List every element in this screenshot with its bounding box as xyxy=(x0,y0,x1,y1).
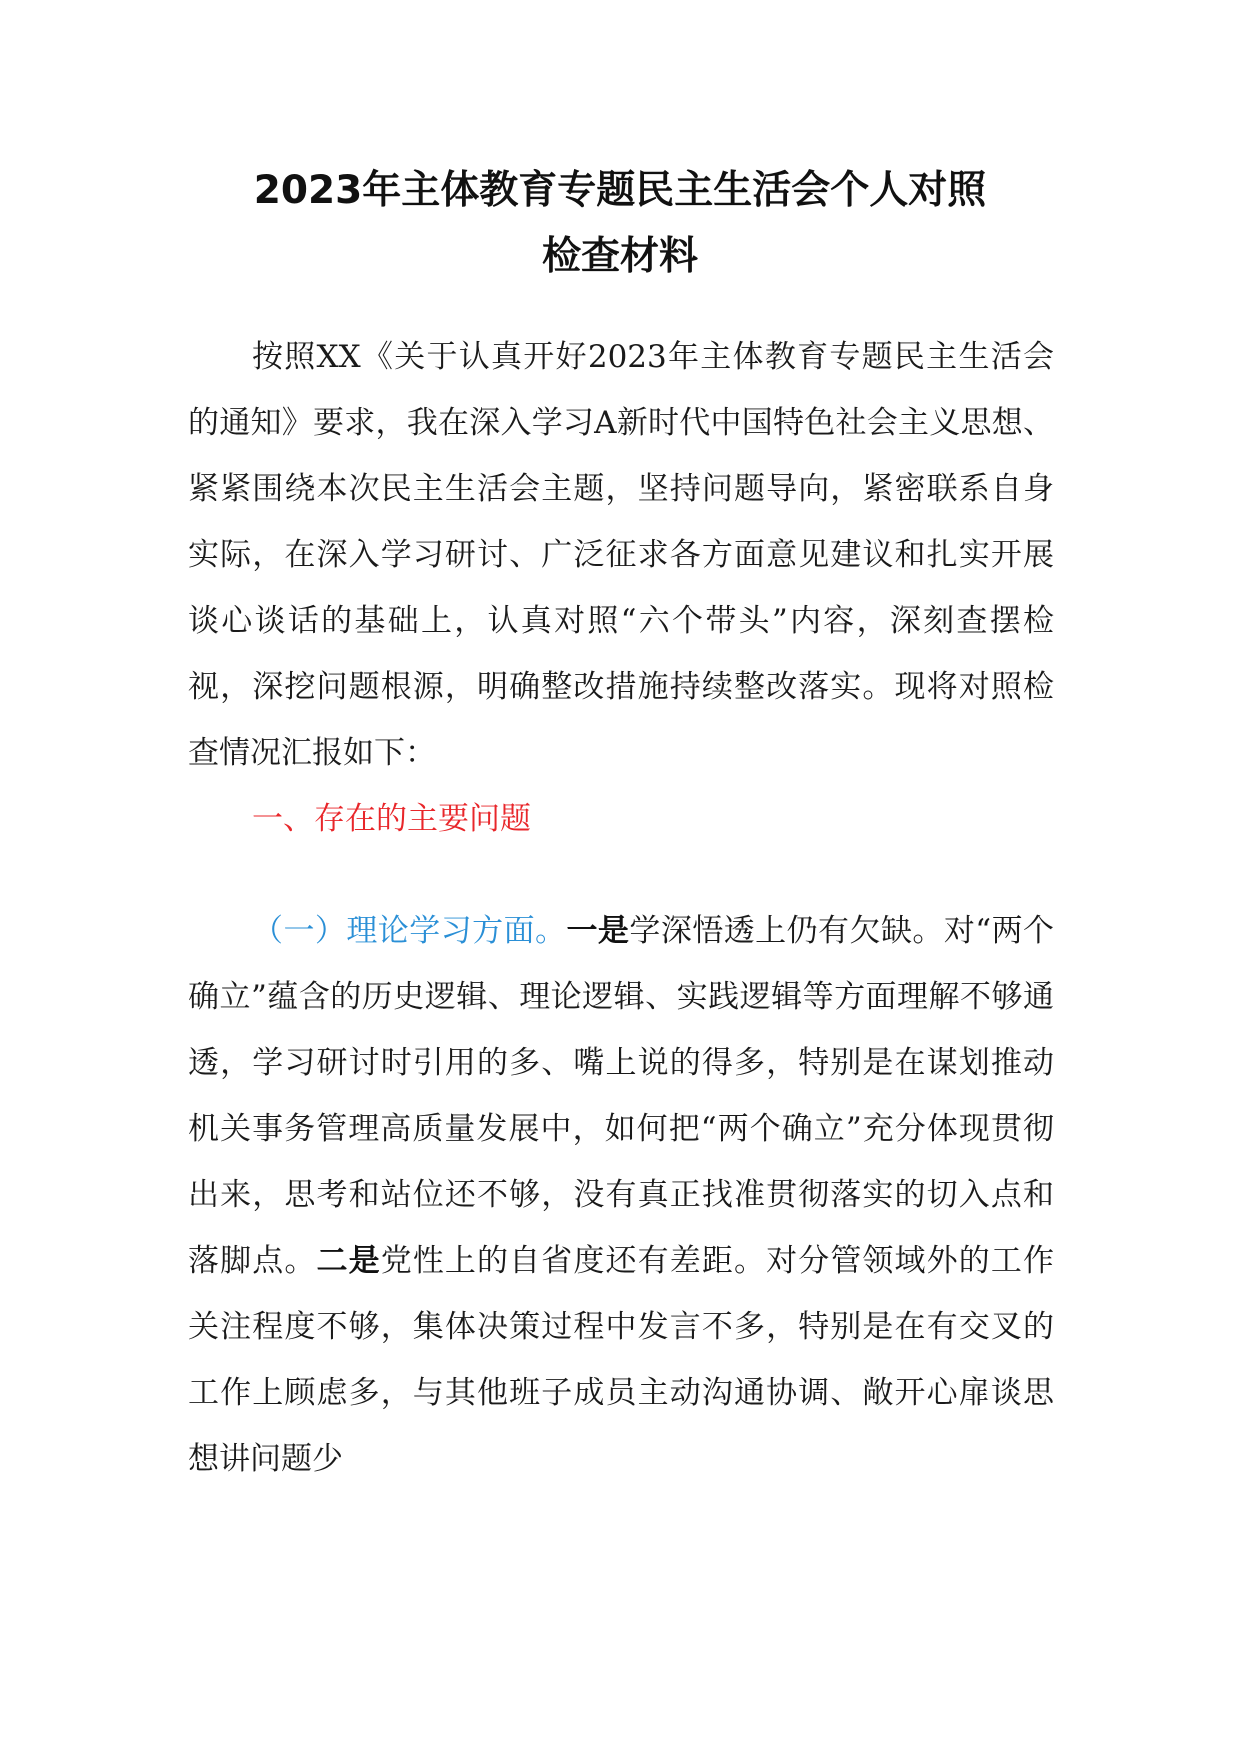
title-line-1: 2023年主体教育专题民主生活会个人对照 xyxy=(253,168,987,213)
point-2-lead: 二是 xyxy=(316,1243,381,1279)
theory-study-paragraph xyxy=(188,898,1054,1492)
point-1-lead: 一是 xyxy=(566,913,630,949)
point-1-text: 学深悟透上仍有欠缺。对“两个确立”蕴含的历史逻辑、理论逻辑、实践逻辑等方面理解不够通透，学习研讨时引用的多、嘴上说的得多，特别是在谋划推动机关事务管理高质量发展中，如何把“两个确立”充分体现贯彻出来，思考和站位还不够，没有真正找准贯彻落实的切入点和落脚点。 xyxy=(188,913,1055,1279)
point-2-text: 党性上的自省度还有差距。对分管领域外的工作关注程度不够，集体决策过程中发言不多，特别是在有交叉的工作上顾虑多，与其他班子成员主动沟通协调、敞开心扉谈思想讲问题少 xyxy=(188,1243,1055,1477)
section-heading-main-problems: 一、存在的主要问题 xyxy=(252,801,531,837)
subsection-heading-theory-study: （一）理论学习方面。 xyxy=(252,913,567,949)
intro-paragraph: 按照XX《关于认真开好2023年主体教育专题民主生活会的通知》要求，我在深入学习A新时代中国特色社会主义思想、紧紧围绕本次民主生活会主题，坚持问题导向，紧密联系自身实际，在深入学习研讨、广泛征求各方面意见建议和扎实开展谈心谈话的基础上，认真对照“六个带头”内容，深刻查摆检视，深挖问题根源，明确整改措施持续整改落实。现将对照检查情况汇报如下： xyxy=(188,339,1054,771)
title-line-2: 检查材料 xyxy=(541,234,698,279)
document-title xyxy=(160,158,1080,290)
